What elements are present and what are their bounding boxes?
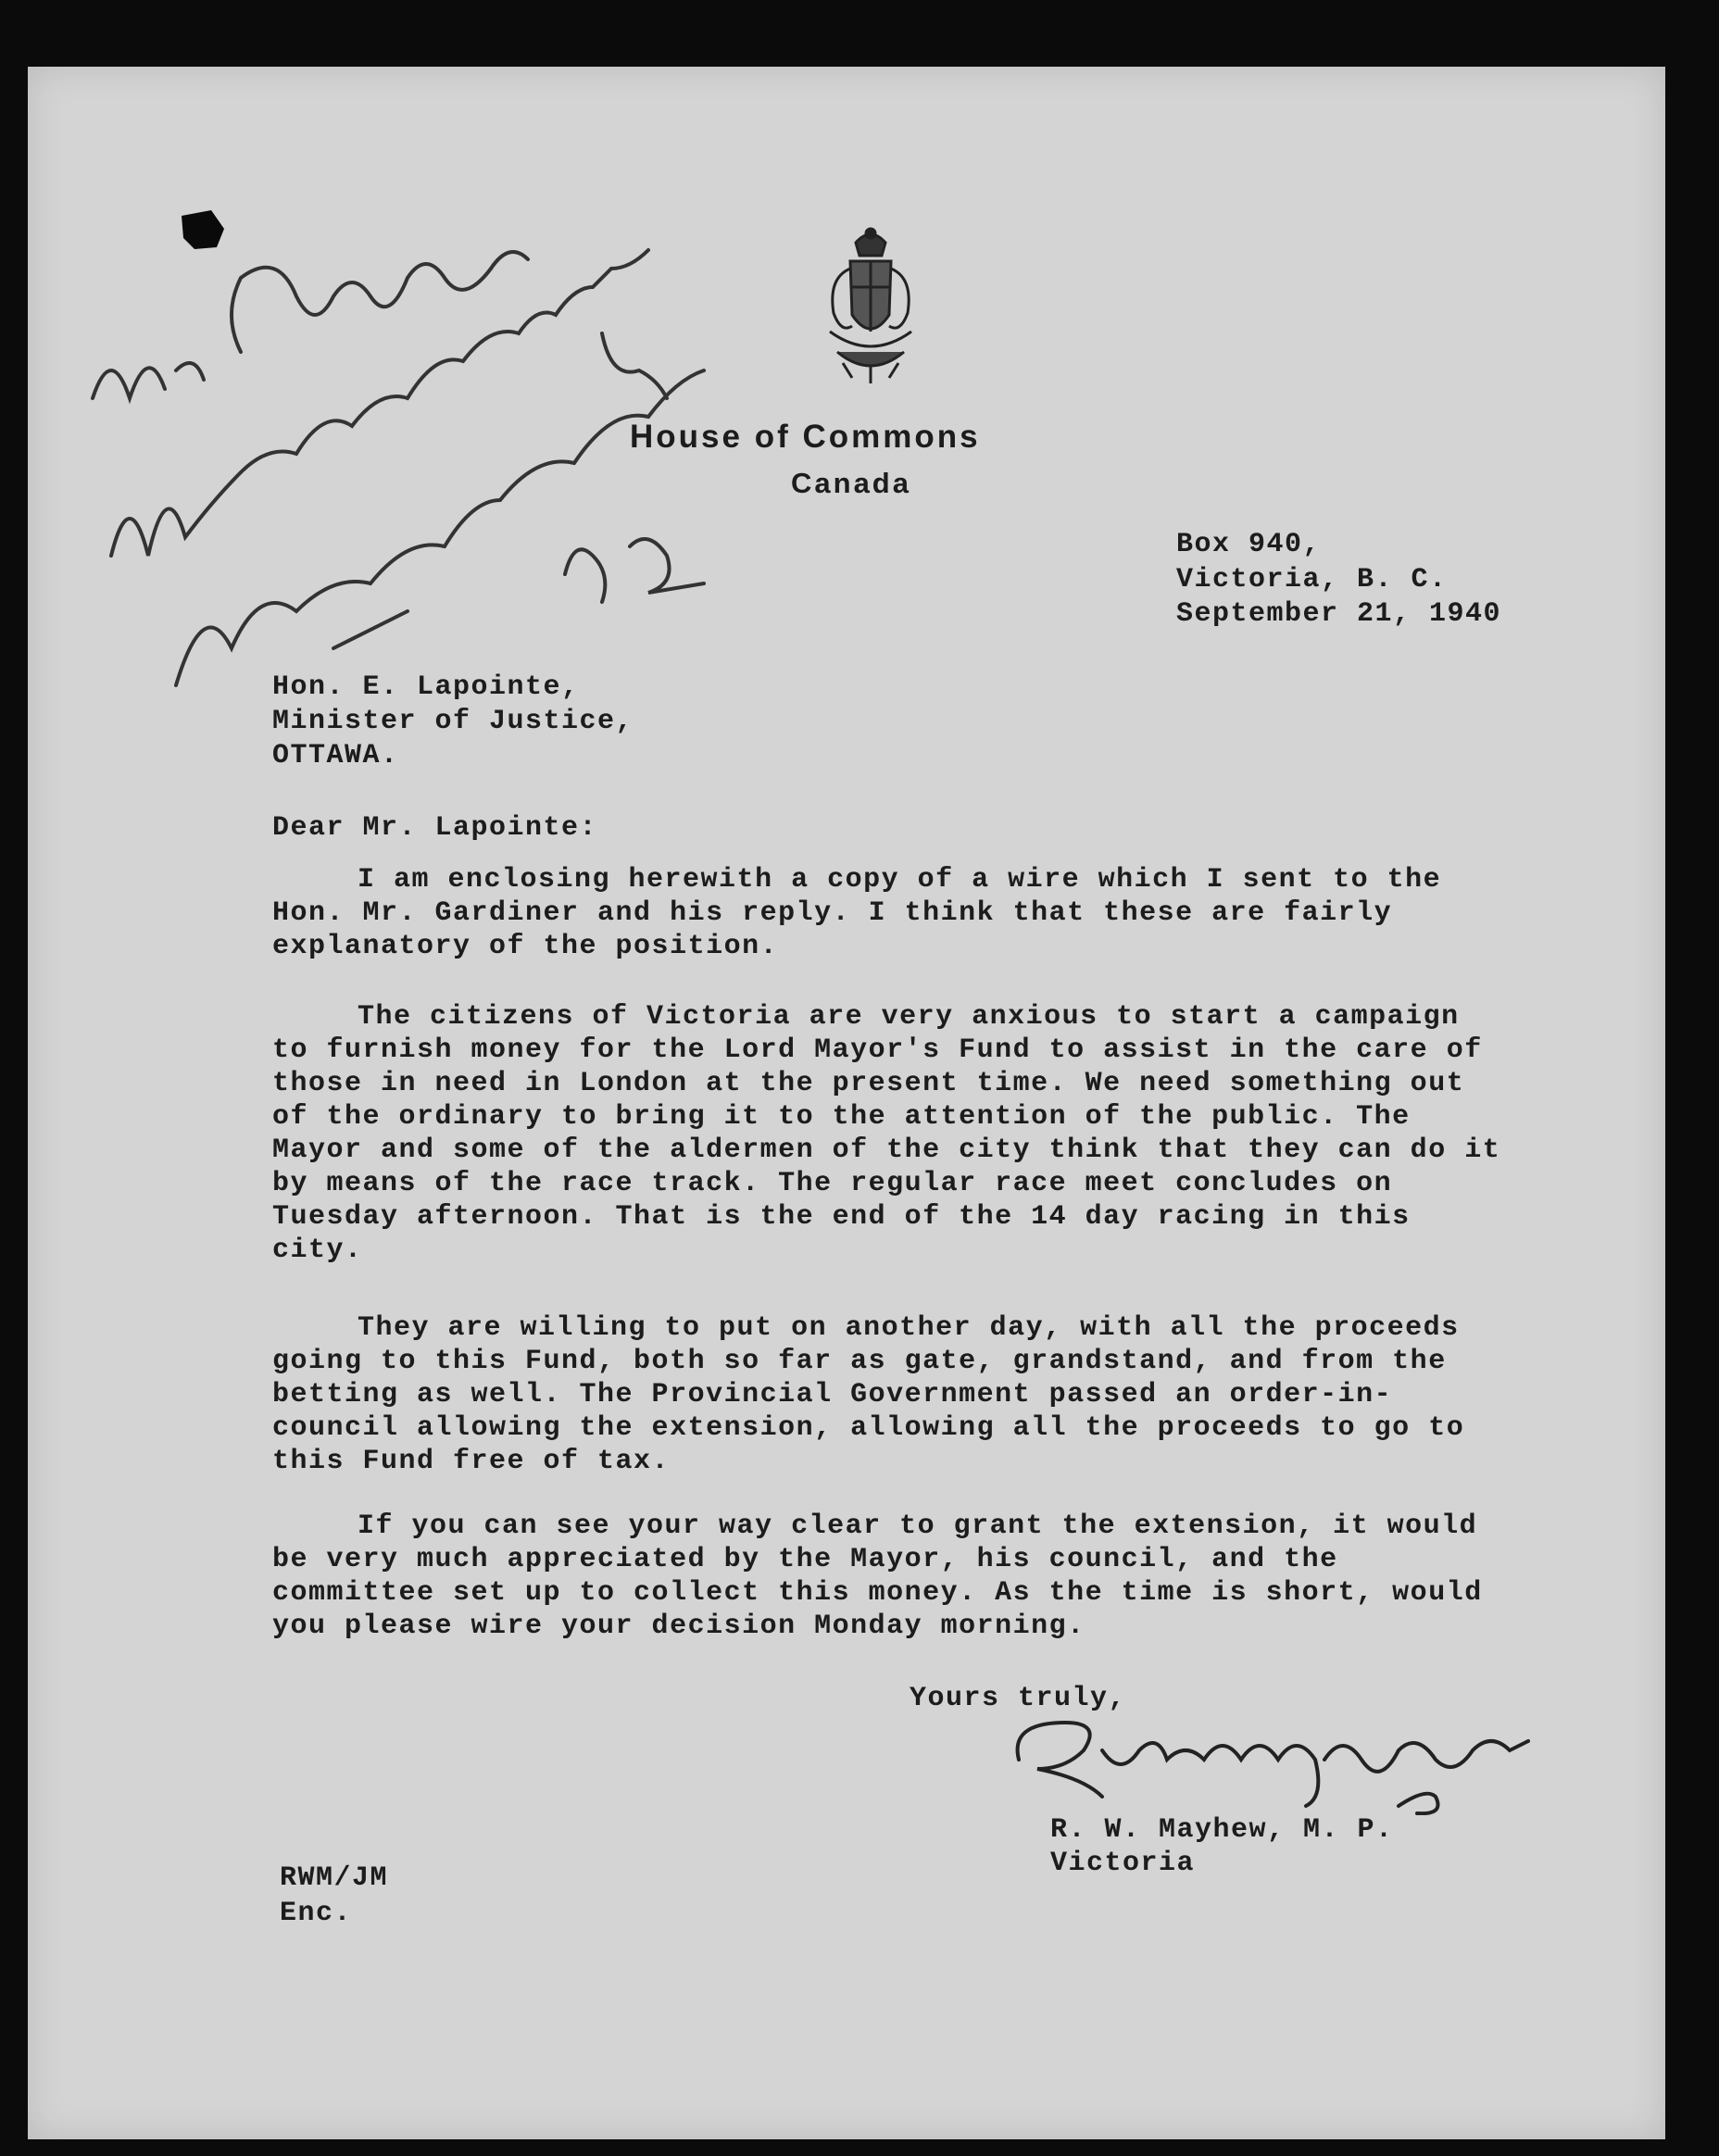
letterhead-country: Canada bbox=[791, 467, 911, 499]
signature bbox=[1000, 1695, 1537, 1815]
reference-initials: RWM/JM bbox=[280, 1862, 389, 1894]
body-paragraph-4: If you can see your way clear to grant the extension, it would be very much appreciated by the Mayor, his council, and the committee set up to collect this money. As the time is short, would you please wire your decision Monday morning. bbox=[272, 1510, 1483, 1642]
letter-date: September 21, 1940 bbox=[1176, 598, 1502, 630]
sender-box: Box 940, bbox=[1176, 529, 1322, 560]
valediction: Yours truly, bbox=[910, 1683, 1127, 1714]
body-paragraph-2: The citizens of Victoria are very anxious to start a campaign to furnish money for the Lord Mayor's Fund to assist in the care of those in need in London at the present time. We need something out of the ordinary to bring it to the attention of the public. The Mayor and some of the aldermen of the city think that they can do it by means of the race track. The regular race meet concludes on Tuesday afternoon. That is the end of the 14 day racing in this city. bbox=[272, 1001, 1501, 1266]
signer-riding: Victoria bbox=[1050, 1848, 1196, 1879]
letterhead-institution: House of Commons bbox=[630, 419, 981, 455]
signer-name: R. W. Mayhew, M. P. bbox=[1050, 1814, 1394, 1846]
body-paragraph-3: They are willing to put on another day, with all the proceeds going to this Fund, both so far as gate, grandstand, and from the betting as well. The Provincial Government passed an order-in-council allowing the extension, allowing all the proceeds to go to this Fund free of tax. bbox=[272, 1312, 1465, 1477]
recipient-city: OTTAWA. bbox=[272, 740, 399, 771]
body-paragraph-1: I am enclosing herewith a copy of a wire which I sent to the Hon. Mr. Gardiner and his reply. I think that these are fairly explanatory of the position. bbox=[272, 864, 1442, 962]
enclosure-note: Enc. bbox=[280, 1898, 353, 1929]
recipient-title: Minister of Justice, bbox=[272, 706, 634, 737]
salutation: Dear Mr. Lapointe: bbox=[272, 812, 598, 844]
canada-coat-of-arms-icon bbox=[815, 222, 926, 389]
recipient-name: Hon. E. Lapointe, bbox=[272, 671, 580, 703]
sender-city: Victoria, B. C. bbox=[1176, 564, 1448, 595]
